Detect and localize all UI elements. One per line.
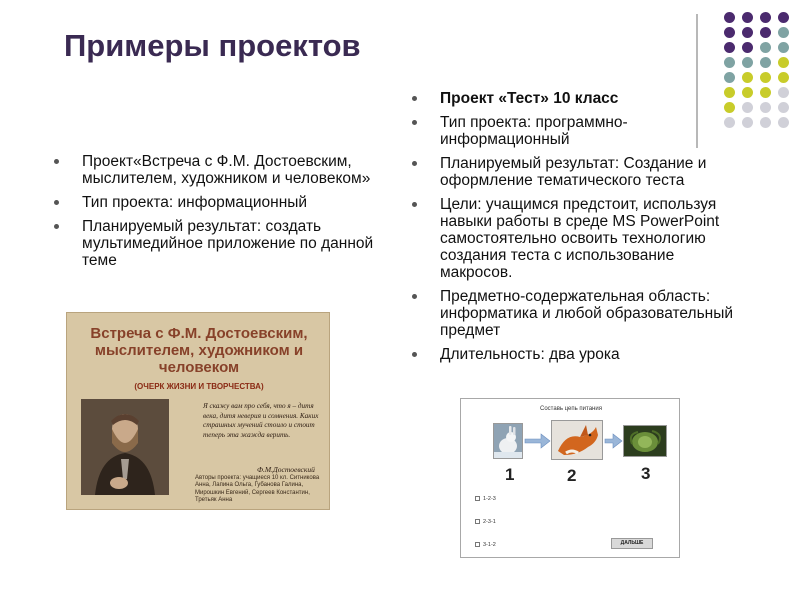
- list-item: Проект«Встреча с Ф.М. Достоевским, мыслителем, художником и человеком»: [52, 153, 382, 187]
- decor-dot: [724, 42, 735, 53]
- slide-authors: Авторы проекта: учащиеся 10 кл. Ситникова Анна, Лапина Ольга, Губанова Галина, Мирошкин Евгений, Сергеев Константин, Третьяк Анна: [195, 475, 320, 504]
- decor-dot: [742, 42, 753, 53]
- bullet-icon: [412, 294, 417, 299]
- bullet-icon: [54, 200, 59, 205]
- slide-subtitle: (ОЧЕРК ЖИЗНИ И ТВОРЧЕСТВА): [134, 382, 264, 391]
- list-item: Планируемый результат: создать мультимедийное приложение по данной теме: [52, 218, 382, 269]
- list-item: Длительность: два урока: [410, 346, 745, 363]
- next-button[interactable]: ДАЛЬШЕ: [611, 538, 653, 549]
- decor-dot: [724, 27, 735, 38]
- bullet-icon: [412, 161, 417, 166]
- decor-dot: [742, 57, 753, 68]
- answer-radio[interactable]: [475, 519, 480, 524]
- option-number: 1: [505, 465, 515, 484]
- decor-dot: [760, 12, 771, 23]
- decor-dot: [778, 102, 789, 113]
- slide-quote: Я скажу вам про себя, что я – дитя века, дитя неверия и сомнения. Каких страшных мучений стоило и стоит теперь эта жажда верить.: [203, 402, 319, 439]
- decor-dot: [760, 42, 771, 53]
- decor-dot: [760, 27, 771, 38]
- decor-dot: [778, 87, 789, 98]
- bullet-icon: [412, 120, 417, 125]
- decor-dot: [760, 72, 771, 83]
- bullet-icon: [54, 159, 59, 164]
- bullet-icon: [412, 352, 417, 357]
- decor-dot: [778, 117, 789, 128]
- answer-label: 1-2-3: [483, 496, 496, 502]
- bullet-icon: [412, 96, 417, 101]
- decor-dot: [724, 57, 735, 68]
- list-item: Планируемый результат: Создание и оформление тематического теста: [410, 155, 745, 189]
- decor-dot: [778, 27, 789, 38]
- bullet-icon: [54, 224, 59, 229]
- slide-preview-test: [460, 398, 680, 558]
- portrait-image: [81, 399, 169, 495]
- decor-dot: [724, 72, 735, 83]
- list-item: Тип проекта: программно-информационный: [410, 114, 745, 148]
- right-project-list: [410, 90, 745, 370]
- decor-dot: [742, 72, 753, 83]
- decor-dot: [760, 87, 771, 98]
- decor-dot: [778, 72, 789, 83]
- list-item: Тип проекта: информационный: [52, 194, 382, 211]
- list-item: Цели: учащимся предстоит, используя навыки работы в среде MS PowerPoint самостоятельно освоить технологию создания теста с использование макросов.: [410, 196, 745, 281]
- option-number: 3: [641, 464, 651, 483]
- answer-label: 2-3-1: [483, 519, 496, 525]
- decor-dot: [760, 117, 771, 128]
- slide-preview-dostoevsky: [66, 312, 330, 510]
- decor-dot: [778, 12, 789, 23]
- list-item: Предметно-содержательная область: информатика и любой образовательный предмет: [410, 288, 745, 339]
- arrow-right-icon: [605, 434, 622, 448]
- list-item: Проект «Тест» 10 класс: [410, 90, 745, 107]
- quote-author: Ф.М.Достоевский: [257, 465, 315, 474]
- bullet-icon: [412, 202, 417, 207]
- decor-dot: [760, 57, 771, 68]
- decor-dot: [760, 102, 771, 113]
- left-project-list: [52, 153, 382, 276]
- slide-title: Встреча с Ф.М. Достоевским, мыслителем, художником и человеком: [90, 325, 308, 376]
- decor-dot: [742, 12, 753, 23]
- page-title: Примеры проектов: [64, 28, 361, 63]
- decor-dot: [778, 57, 789, 68]
- answer-radio[interactable]: [475, 542, 480, 547]
- decor-dot: [724, 12, 735, 23]
- decor-dot: [742, 27, 753, 38]
- answer-label: 3-1-2: [483, 542, 496, 548]
- option-number: 2: [567, 466, 577, 485]
- answer-radio[interactable]: [475, 496, 480, 501]
- slide-title: Составь цепь питания: [540, 406, 602, 412]
- arrow-right-icon: [525, 434, 550, 448]
- decor-dot: [778, 42, 789, 53]
